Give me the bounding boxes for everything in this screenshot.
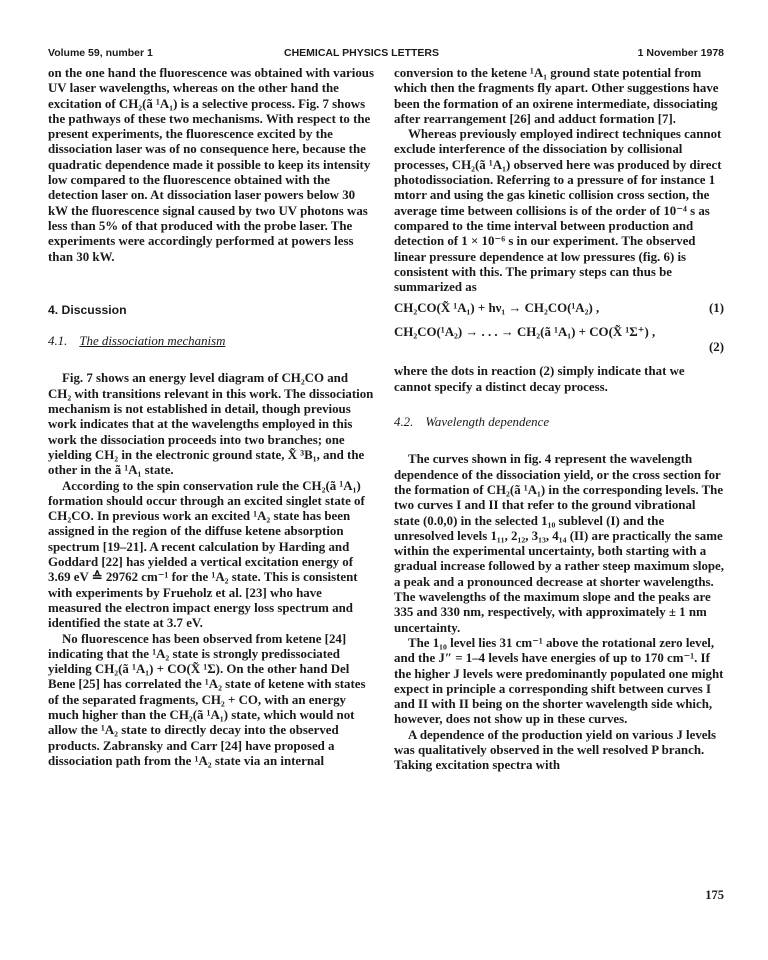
paragraph: A dependence of the production yield on various J levels was qualitatively observed in the well resolved P branch. Taking excitation spectra with: [394, 727, 717, 773]
paragraph: Fig. 7 shows an energy level diagram of CH₂CO and CH₂ with transitions relevant in this work. The dissociation mechanism is not established in detail, though previous work indicates that at the wavelengths employed in this work the dissociation proceeds into two branches; one yielding CH₂ in the electronic ground state, X̃ ³B₁, and the other in the ã ¹A₁ state.: [48, 371, 374, 478]
journal-title: CHEMICAL PHYSICS LETTERS: [284, 47, 439, 59]
subsection-number: 4.1.: [48, 334, 68, 349]
paragraph: The 1₁₀ level lies 31 cm⁻¹ above the rotational zero level, and the J″ = 1–4 levels have energies of up to 170 cm⁻¹. If the higher J levels were predominantly populated one might expect in principle a corresponding shift between curves I and II with II being on the shorter wavelength side which, however, does not show up in these curves.: [394, 635, 724, 727]
equation-2: [394, 325, 724, 356]
subsection-title: Wavelength dependence: [425, 415, 550, 430]
right-column: [394, 66, 724, 774]
paragraph: on the one hand the fluorescence was obtained with various UV laser wavelengths, whereas on the other hand the excitation of CH₂(ã ¹A₁) is a selective process. Fig. 7 shows the pathways of these two mechanisms. With respect to the present experiments, the fluorescence excited by the dissociation laser was of no consequence here, because the quadratic dependence made it possible to keep its intensity low compared to the fluorescence obtained with the detection laser on. At dissociation laser powers below 30 kW the fluorescence signal caused by two UV photons was less than 5% of that produced with the probe laser. The experiments were accordingly performed at powers less than 30 kW.: [48, 66, 374, 264]
paragraph: conversion to the ketene ¹A₁ ground state potential from which then the fragments fly apart. Other suggestions have been the formation of an oxirene intermediate, dissociating after rearrangement [26] and adduct formation [7].: [394, 66, 719, 126]
paragraph: According to the spin conservation rule the CH₂(ã ¹A₁) formation should occur through an excited singlet state of CH₂CO. In previous work an excited ¹A₂ state has been assigned in the region of the diffuse ketene absorption spectrum [19–21]. A recent calculation by Harding and Goddard [22] has yielded a vertical excitation energy of 3.69 eV ≙ 29762 cm⁻¹ for the ¹A₂ state. This is consistent with experiments by Frueholz et al. [23] who have measured the electron impact energy loss spectrum and identified the state at 3.7 eV.: [48, 478, 365, 631]
equation-number: (2): [708, 340, 724, 355]
left-column: [48, 66, 374, 769]
section-heading: 4. Discussion: [48, 302, 127, 317]
page-number: 175: [705, 888, 724, 902]
issue-date: 1 November 1978: [637, 47, 724, 59]
subsection-heading: [48, 334, 374, 349]
paragraph: No fluorescence has been observed from ketene [24] indicating that the ¹A₂ state is strongly predissociated yielding CH₂(ã ¹A₁) + CO(X̃ ¹Σ). On the other hand Del Bene [25] has correlated the ¹A₂ state of ketene with states of the separated fragments, CH₂ + CO, with an energy much higher than the CH₂(ã ¹A₁) state, which would not allow the ¹A₂ state to directly decay into the observed products. Zabransky and Carr [24] have proposed a dissociation path from the ¹A₂ state via an internal: [48, 631, 366, 768]
subsection-title: The dissociation mechanism: [79, 334, 226, 349]
paragraph: The curves shown in fig. 4 represent the wavelength dependence of the dissociation yield, or the cross section for the formation of CH₂(ã ¹A₁) in the corresponding levels. The two curves I and II that refer to the ground vibrational state (0.0,0) in the selected 1₁₀ sublevel (I) and the unresolved levels 1₁₁, 2₁₂, 3₁₃, 4₁₄ (II) are practically the same within the experimental uncertainty, both starting with a gradual increase followed by a rather steep maximum slope, a peak and a pronounced decrease at shorter wavelengths. The wavelengths of the maximum slope and the peaks are 335 and 330 nm, respectively, with approximately ± 1 nm uncertainty.: [394, 452, 725, 635]
paragraph: where the dots in reaction (2) simply indicate that we cannot specify a distinct decay process.: [394, 364, 685, 394]
paragraph: Whereas previously employed indirect techniques cannot exclude interference of the dissociation by collisional processes, CH₂(ã ¹A₁) observed here was produced by direct photodissociation. Referring to a pressure of for instance 1 mtorr and using the gas kinetic collision cross section, the average time between collisions is of the order of 10⁻⁴ s as compared to the time interval between production and detection of 1 × 10⁻⁶ s in our experiment. The observed linear pressure dependence at low pressures (fig. 6) is consistent with this. The primary steps can thus be summarized as: [394, 127, 722, 295]
equation-1: [394, 301, 724, 319]
subsection-number: 4.2.: [394, 415, 414, 430]
equation-text: CH₂CO(¹A₂) → . . . → CH₂(ã ¹A₁) + CO(X̃ ¹Σ⁺) ,: [394, 325, 656, 340]
running-header: [48, 47, 724, 63]
subsection-heading: [394, 415, 724, 430]
equation-text: CH₂CO(X̃ ¹A₁) + hν₁ → CH₂CO(¹A₂) ,: [394, 301, 600, 316]
equation-number: (1): [708, 301, 724, 316]
volume-label: Volume 59, number 1: [48, 47, 153, 59]
